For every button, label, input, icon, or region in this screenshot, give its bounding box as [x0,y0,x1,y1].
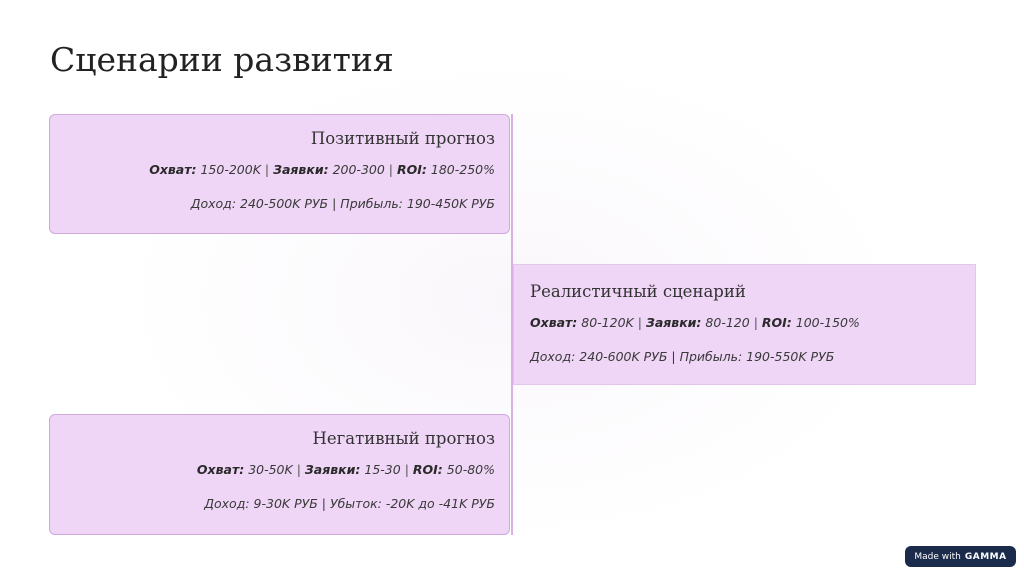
reach-label: Охват: [149,162,197,177]
separator: | [404,462,409,477]
scenario-income: Доход: 240-500K РУБ | Прибыль: 190-450K РУБ [190,196,495,211]
separator: | [296,462,301,477]
scenario-card-realistic [513,264,976,385]
scenario-income: Доход: 9-30K РУБ | Убыток: -20K до -41K РУБ [204,496,495,511]
page-title: Сценарии развития [50,40,394,79]
roi-value: 180-250% [430,162,495,177]
reach-label: Охват: [196,462,245,477]
roi-label: ROI: [761,315,792,330]
scenario-title: Позитивный прогноз [310,129,495,148]
roi-label: ROI: [397,162,427,177]
made-with-gamma-badge[interactable] [905,546,1016,567]
leads-label: Заявки: [304,462,361,477]
separator: | [264,162,270,177]
roi-value: 100-150% [795,315,860,330]
leads-label: Заявки: [273,162,329,177]
leads-value: 80-120 [705,315,750,330]
scenario-income: Доход: 240-600K РУБ | Прибыль: 190-550K РУБ [530,349,835,364]
reach-value: 30-50K [248,462,293,477]
reach-value: 80-120K [581,315,634,330]
scenario-metrics [64,162,495,177]
scenario-title: Негативный прогноз [312,429,495,448]
reach-label: Охват: [530,315,578,330]
scenario-card-negative [49,414,510,535]
leads-label: Заявки: [645,315,702,330]
separator: | [388,162,394,177]
leads-value: 200-300 [332,162,385,177]
badge-brand: GAMMA [964,551,1007,562]
scenario-metrics [64,462,495,477]
scenario-card-positive [49,114,510,234]
separator: | [753,315,758,330]
leads-value: 15-30 [364,462,401,477]
roi-value: 50-80% [446,462,495,477]
scenario-metrics [530,315,959,330]
roi-label: ROI: [412,462,443,477]
badge-prefix: Made with [914,551,961,562]
separator: | [637,315,642,330]
scenario-title: Реалистичный сценарий [530,282,746,301]
reach-value: 150-200K [200,162,261,177]
